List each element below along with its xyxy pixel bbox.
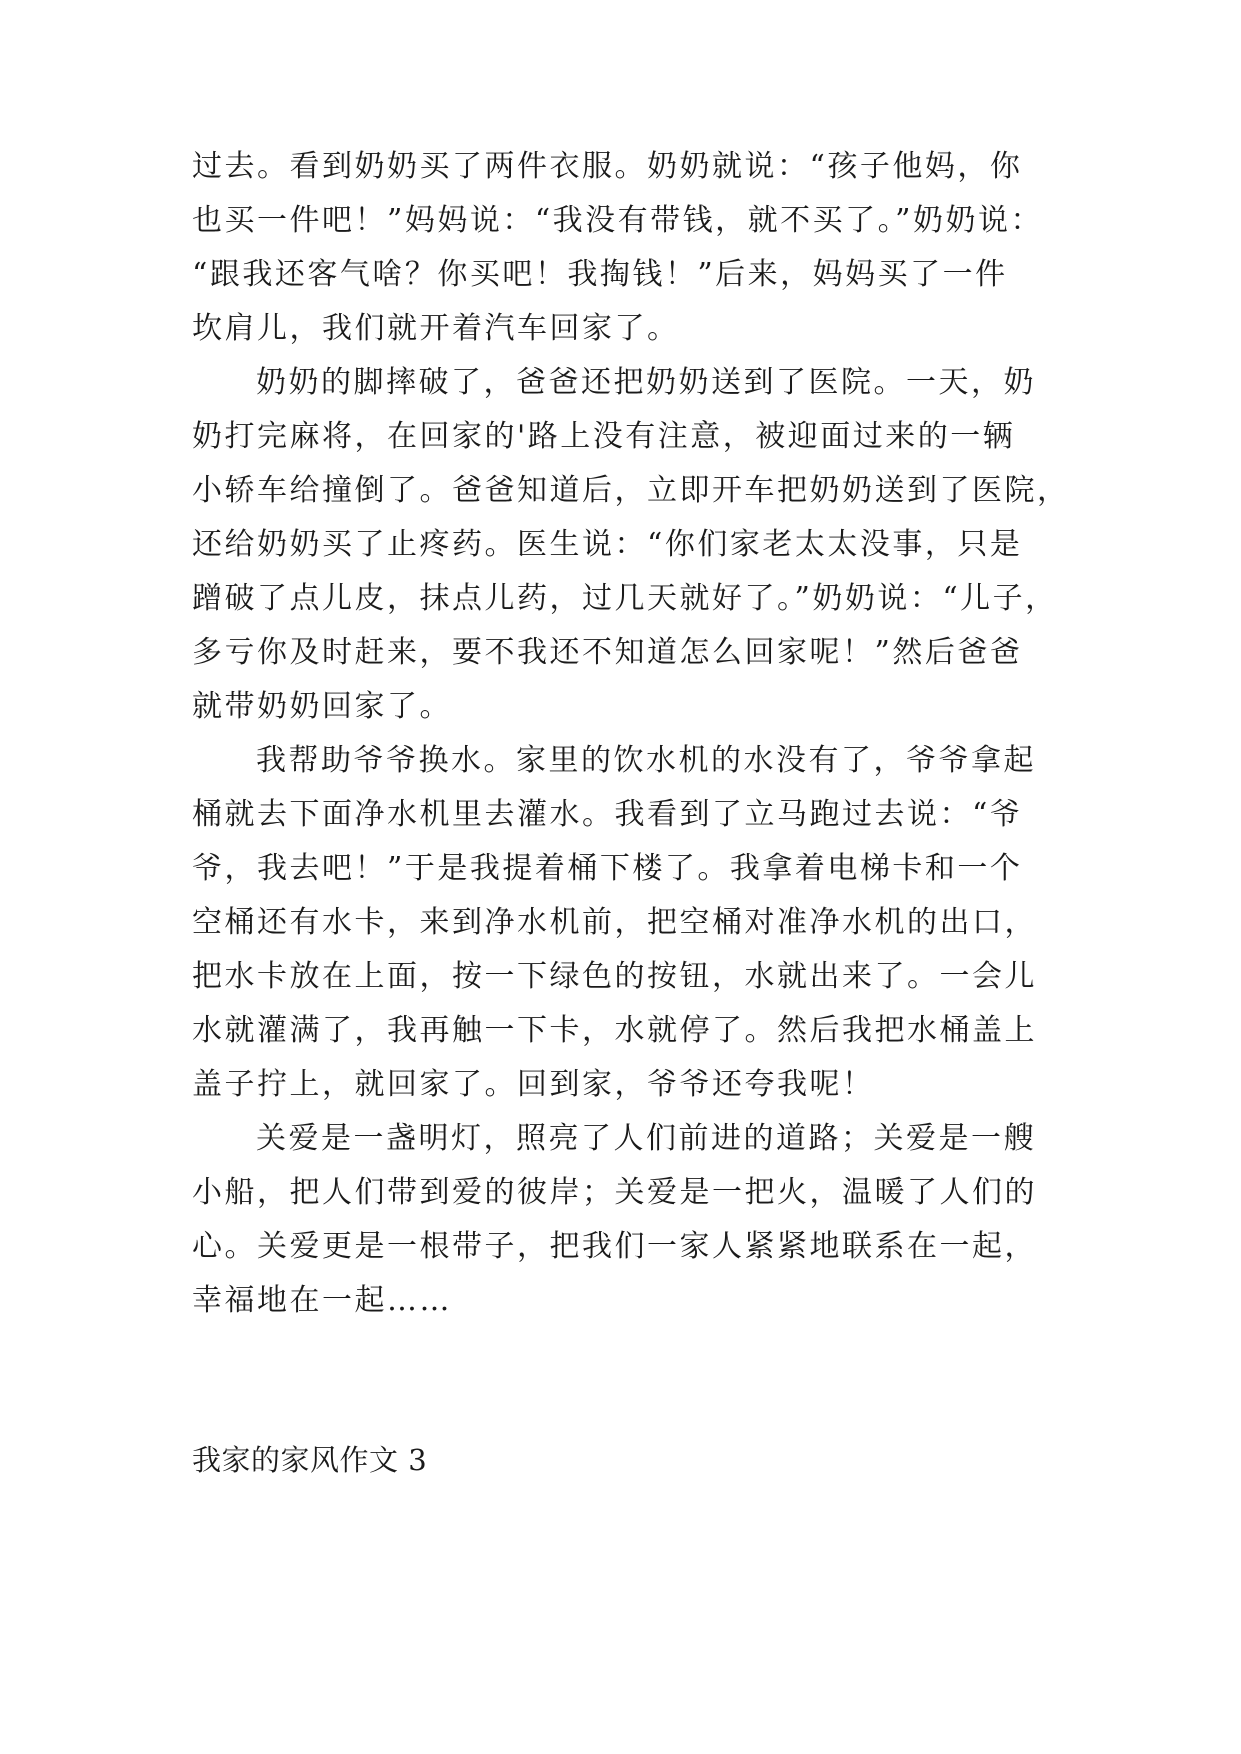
paragraph-line: 把水卡放在上面，按一下绿色的按钮，水就出来了。一会儿 [192,959,1037,994]
paragraph-line: 幸福地在一起…… [192,1283,452,1318]
paragraph-line: 就带奶奶回家了。 [192,689,452,724]
paragraph-line: 爷，我去吧！”于是我提着桶下楼了。我拿着电梯卡和一个 [192,851,1023,886]
section-heading: 我家的家风作文 3 [192,1443,428,1477]
paragraph-line: 我帮助爷爷换水。家里的饮水机的水没有了，爷爷拿起 [256,743,1036,778]
paragraph-line: 盖子拧上，就回家了。回到家，爷爷还夸我呢！ [192,1067,875,1102]
paragraph-line: 关爱是一盏明灯，照亮了人们前进的道路；关爱是一艘 [256,1121,1036,1156]
paragraph-line: 也买一件吧！”妈妈说：“我没有带钱，就不买了。”奶奶说： [192,203,1044,238]
paragraph-line: 心。关爱更是一根带子，把我们一家人紧紧地联系在一起， [192,1229,1037,1264]
paragraph-line: 多亏你及时赶来，要不我还不知道怎么回家呢！”然后爸爸 [192,635,1023,670]
paragraph-line: 小船，把人们带到爱的彼岸；关爱是一把火，温暖了人们的 [192,1175,1037,1210]
paragraph-line: 蹭破了点儿皮，抹点儿药，过几天就好了。”奶奶说：“儿子， [192,581,1058,616]
paragraph-line: 奶打完麻将，在回家的'路上没有注意，被迎面过来的一辆 [192,419,1016,454]
paragraph-line: 过去。看到奶奶买了两件衣服。奶奶就说：“孩子他妈，你 [192,149,1023,184]
paragraph-line: 还给奶奶买了止疼药。医生说：“你们家老太太没事，只是 [192,527,1023,562]
paragraph-line: 水就灌满了，我再触一下卡，水就停了。然后我把水桶盖上 [192,1013,1037,1048]
paragraph-line: 桶就去下面净水机里去灌水。我看到了立马跑过去说：“爷 [192,797,1023,832]
paragraph-line: 坎肩儿，我们就开着汽车回家了。 [192,311,680,346]
paragraph-line: 奶奶的脚摔破了，爸爸还把奶奶送到了医院。一天，奶 [256,365,1036,400]
paragraph-line: 空桶还有水卡，来到净水机前，把空桶对准净水机的出口， [192,905,1037,940]
paragraph-line: 小轿车给撞倒了。爸爸知道后，立即开车把奶奶送到了医院， [192,473,1070,508]
paragraph-line: “跟我还客气啥？你买吧！我掏钱！”后来，妈妈买了一件 [192,257,1008,292]
